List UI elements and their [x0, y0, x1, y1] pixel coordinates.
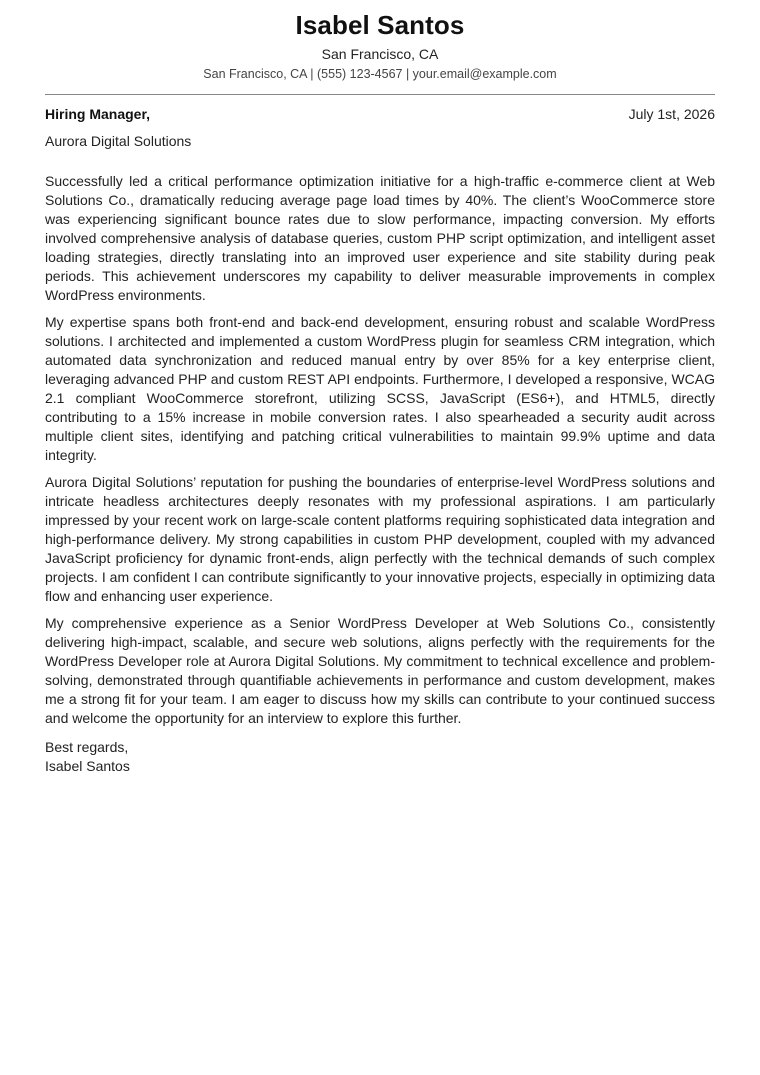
letter-body	[45, 172, 715, 728]
sender-location: San Francisco, CA	[321, 46, 439, 62]
sender-name: Isabel Santos	[295, 10, 465, 40]
body-paragraph: Aurora Digital Solutions’ reputation for pushing the boundaries of enterprise-level WordPress solutions and intricate headless architectures deeply resonates with my professional aspirations. I am particularly impressed by your recent work on large-scale content platforms requiring sophisticated data integration and high-performance delivery. My strong capabilities in custom PHP development, coupled with my advanced JavaScript proficiency for dynamic front-ends, align perfectly with the technical demands of such complex projects. I am confident I can contribute significantly to your innovative projects, especially in optimizing data flow and enhancing user experience.	[45, 474, 715, 604]
valediction: Best regards,	[45, 739, 129, 755]
body-paragraph: Successfully led a critical performance optimization initiative for a high-traffic e-commerce client at Web Solutions Co., dramatically reducing average page load times by 40%. The client’s WooCommerce store was experiencing significant bounce rates due to slow performance, impacting conversion. My efforts involved comprehensive analysis of database queries, custom PHP script optimization, and intelligent asset loading strategies, directly translating into an improved user experience and site stability during peak periods. This achievement underscores my capability to deliver measurable improvements in complex WordPress environments.	[45, 173, 715, 303]
recipient-company: Aurora Digital Solutions	[45, 133, 192, 149]
body-paragraph: My expertise spans both front-end and back-end development, ensuring robust and scalable WordPress solutions. I architected and implemented a custom WordPress plugin for seamless CRM integration, which automated data synchronization and reduced manual entry by over 85% for a key enterprise client, leveraging advanced PHP and custom REST API endpoints. Furthermore, I developed a responsive, WCAG 2.1 compliant WooCommerce storefront, utilizing SCSS, JavaScript (ES6+), and HTML5, directly contributing to a 15% increase in mobile conversion rates. I also spearheaded a security audit across multiple client sites, identifying and patching critical vulnerabilities to maintain 99.9% uptime and data integrity.	[45, 314, 715, 463]
signature-name: Isabel Santos	[45, 758, 130, 774]
letter-closing	[45, 738, 715, 776]
letter-date: July 1st, 2026	[628, 106, 715, 122]
letter-header	[45, 0, 715, 82]
body-paragraph: My comprehensive experience as a Senior WordPress Developer at Web Solutions Co., consistently delivering high-impact, scalable, and secure web solutions, aligns perfectly with the requirements for the WordPress Developer role at Aurora Digital Solutions. My commitment to technical excellence and problem-solving, demonstrated through quantifiable achievements in performance and custom development, makes me a strong fit for your team. I am eager to discuss how my skills can contribute to your continued success and welcome the opportunity for an interview to explore this further.	[45, 615, 715, 726]
recipient-row	[45, 105, 715, 123]
recipient-salutation-name: Hiring Manager,	[45, 106, 151, 122]
sender-contact-line: San Francisco, CA | (555) 123-4567 | your.email@example.com	[203, 67, 557, 81]
header-divider	[45, 94, 715, 95]
